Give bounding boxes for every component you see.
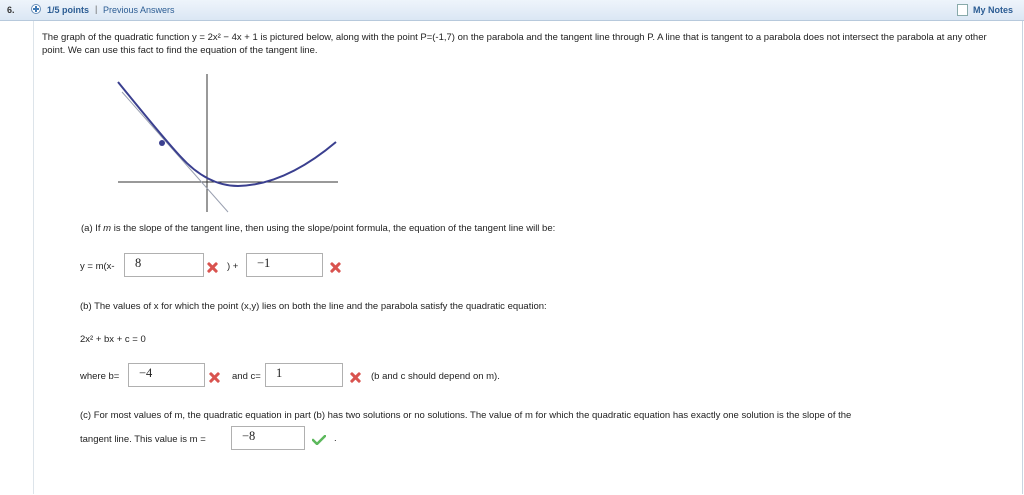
part-c-prompt-line2: tangent line. This value is m = <box>80 434 206 445</box>
part-a-prompt: (a) If m is the slope of the tangent line, then using the slope/point formula, the equation of the tangent line will be: <box>81 223 556 234</box>
problem-intro: The graph of the quadratic function y = 2x² − 4x + 1 is pictured below, along with the point P=(-1,7) on the parabola and the tangent line through P. A line that is tangent to a parabola does not intersect the parabola at any other point. We can use this fact to find the equation of the tangent line. <box>42 32 987 56</box>
b-c-note: (b and c should depend on m). <box>371 371 500 382</box>
points-score: 1/5 points <box>47 5 90 15</box>
answer-field-c[interactable]: 1 <box>265 363 343 387</box>
answer-field-a1[interactable]: 8 <box>124 253 204 277</box>
trailing-period: . <box>334 433 337 444</box>
equation-mid: ) + <box>227 261 239 272</box>
previous-answers-link[interactable]: Previous Answers <box>103 5 175 15</box>
header-separator: | <box>95 4 98 14</box>
question-header <box>0 0 1024 21</box>
parabola-curve <box>118 82 336 186</box>
equation-prefix: y = m(x- <box>80 261 115 272</box>
part-c-prompt-line1: (c) For most values of m, the quadratic equation in part (b) has two solutions or no solutions. The value of m for which the quadratic equation has exactly one solution is the slope of the <box>80 410 852 421</box>
my-notes-button[interactable] <box>957 3 1019 17</box>
incorrect-icon <box>207 262 218 273</box>
answer-field-a2[interactable]: −1 <box>246 253 323 277</box>
answer-field-m[interactable]: −8 <box>231 426 305 450</box>
content-divider <box>33 21 34 494</box>
my-notes-label: My Notes <box>973 5 1014 15</box>
where-b-label: where b= <box>80 371 120 382</box>
notes-icon <box>957 4 968 16</box>
incorrect-icon <box>209 372 220 383</box>
parabola-graph <box>110 70 345 215</box>
expand-plus-icon[interactable] <box>31 4 41 14</box>
incorrect-icon <box>350 372 361 383</box>
correct-check-icon <box>312 435 326 445</box>
incorrect-icon <box>330 262 341 273</box>
and-c-label: and c= <box>232 371 261 382</box>
part-b-prompt: (b) The values of x for which the point (x,y) lies on both the line and the parabola satisfy the quadratic equation: <box>80 301 547 312</box>
question-number: 6. <box>7 5 15 15</box>
point-p <box>159 140 165 146</box>
quadratic-equation: 2x² + bx + c = 0 <box>80 334 146 345</box>
answer-field-b[interactable]: −4 <box>128 363 205 387</box>
